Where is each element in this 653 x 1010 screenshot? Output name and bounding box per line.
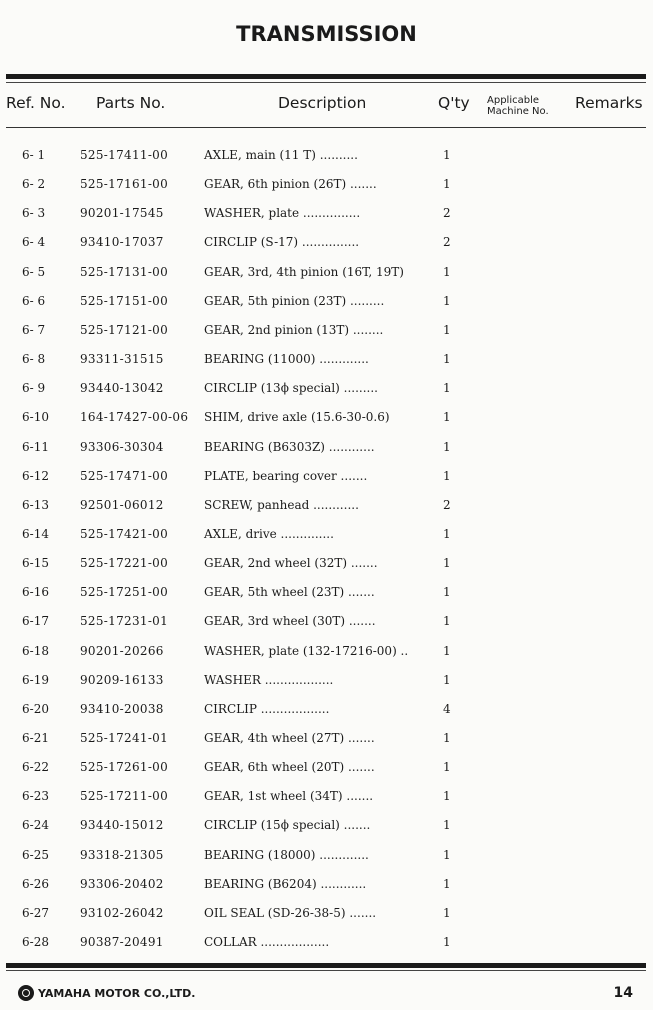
ref-no-cell: 6-19 [22, 672, 49, 687]
description-cell: GEAR, 6th pinion (26T) ....... [204, 177, 377, 192]
parts-no-cell: 525-17231-01 [80, 614, 169, 629]
parts-no-cell: 525-17241-01 [80, 731, 169, 745]
qty-cell: 1 [443, 293, 451, 308]
ref-no-cell: 6-27 [22, 905, 49, 920]
parts-no-cell: 92501-06012 [80, 497, 164, 512]
parts-no-cell: 93410-17037 [80, 235, 164, 250]
top-rule-thin [6, 82, 646, 83]
description-cell: CIRCLIP (13ϕ special) ......... [204, 381, 378, 396]
table-row [0, 848, 653, 868]
description-cell: CIRCLIP .................. [204, 701, 330, 716]
qty-cell: 1 [443, 935, 451, 950]
parts-no-cell: 93306-20402 [80, 876, 164, 891]
description-cell: GEAR, 6th wheel (20T) ....... [204, 760, 375, 775]
description-cell: AXLE, drive .............. [204, 526, 334, 541]
table-row [0, 352, 653, 372]
description-cell: GEAR, 1st wheel (34T) ....... [204, 789, 374, 804]
parts-no-cell: 525-17121-00 [80, 322, 169, 337]
table-row [0, 702, 653, 722]
ref-no-cell: 6-28 [22, 935, 49, 950]
description-cell: WASHER .................. [204, 672, 334, 687]
ref-no-cell: 6-17 [22, 614, 49, 629]
table-row [0, 440, 653, 460]
description-cell: CIRCLIP (15ϕ special) ....... [204, 818, 371, 833]
table-row [0, 177, 653, 197]
qty-cell: 1 [443, 322, 451, 337]
qty-cell: 2 [443, 206, 451, 221]
parts-no-cell: 525-17211-00 [80, 789, 169, 804]
qty-cell: 1 [443, 177, 451, 192]
qty-cell: 1 [443, 526, 451, 541]
qty-cell: 1 [443, 847, 451, 862]
parts-no-cell: 90209-16133 [80, 672, 164, 687]
table-row [0, 877, 653, 897]
page-title: TRANSMISSION [236, 22, 417, 46]
description-cell: WASHER, plate (132-17216-00) .. [204, 643, 409, 658]
table-row [0, 818, 653, 838]
qty-cell: 1 [443, 439, 451, 454]
ref-no-cell: 6- 5 [22, 264, 46, 279]
qty-cell: 1 [443, 789, 451, 804]
table-row [0, 585, 653, 605]
ref-no-cell: 6-13 [22, 497, 49, 512]
parts-no-cell: 90201-17545 [80, 206, 164, 221]
header-parts-no: Parts No. [96, 94, 166, 112]
description-cell: BEARING (18000) ............. [204, 847, 369, 862]
qty-cell: 1 [443, 905, 451, 920]
parts-no-cell: 164-17427-00-06 [80, 410, 189, 425]
header-applicable-line1: Applicable [487, 95, 539, 106]
header-qty: Q'ty [438, 94, 470, 112]
qty-cell: 1 [443, 818, 451, 833]
parts-no-cell: 90387-20491 [80, 935, 164, 950]
ref-no-cell: 6-18 [22, 643, 49, 658]
qty-cell: 1 [443, 148, 451, 162]
description-cell: GEAR, 3rd, 4th pinion (16T, 19T) [204, 264, 404, 279]
description-cell: GEAR, 5th wheel (23T) ....... [204, 585, 375, 600]
qty-cell: 1 [443, 672, 451, 687]
table-row [0, 206, 653, 226]
ref-no-cell: 6- 3 [22, 206, 46, 221]
qty-cell: 1 [443, 410, 451, 425]
qty-cell: 1 [443, 760, 451, 775]
header-rule [6, 127, 646, 128]
description-cell: BEARING (B6204) ............ [204, 876, 367, 891]
parts-no-cell: 93318-21305 [80, 847, 164, 862]
table-row [0, 148, 653, 168]
parts-no-cell: 525-17151-00 [80, 293, 169, 308]
ref-no-cell: 6-12 [22, 468, 49, 483]
table-row [0, 614, 653, 634]
description-cell: PLATE, bearing cover ....... [204, 468, 368, 483]
parts-no-cell: 93440-15012 [80, 818, 164, 833]
ref-no-cell: 6-23 [22, 789, 49, 804]
table-row [0, 673, 653, 693]
description-cell: GEAR, 5th pinion (23T) ......... [204, 293, 385, 308]
qty-cell: 1 [443, 585, 451, 600]
qty-cell: 1 [443, 468, 451, 483]
ref-no-cell: 6-21 [22, 731, 49, 745]
parts-no-cell: 93410-20038 [80, 701, 164, 716]
table-row [0, 760, 653, 780]
bottom-rule-thin [6, 970, 646, 971]
description-cell: COLLAR .................. [204, 935, 330, 950]
table-row [0, 381, 653, 401]
table-row [0, 644, 653, 664]
qty-cell: 2 [443, 497, 451, 512]
parts-no-cell: 525-17471-00 [80, 468, 169, 483]
ref-no-cell: 6-15 [22, 556, 49, 571]
ref-no-cell: 6- 1 [22, 148, 46, 162]
table-row [0, 235, 653, 255]
description-cell: SHIM, drive axle (15.6-30-0.6) [204, 410, 390, 425]
header-description: Description [278, 94, 367, 112]
ref-no-cell: 6-14 [22, 526, 49, 541]
qty-cell: 4 [443, 701, 451, 716]
qty-cell: 1 [443, 381, 451, 396]
qty-cell: 1 [443, 731, 451, 745]
table-row [0, 556, 653, 576]
ref-no-cell: 6- 9 [22, 381, 46, 396]
yamaha-logo-icon [18, 985, 34, 1001]
parts-no-cell: 525-17421-00 [80, 526, 169, 541]
qty-cell: 1 [443, 643, 451, 658]
description-cell: CIRCLIP (S-17) ............... [204, 235, 360, 250]
description-cell: GEAR, 3rd wheel (30T) ....... [204, 614, 376, 629]
parts-no-cell: 93306-30304 [80, 439, 164, 454]
description-cell: WASHER, plate ............... [204, 206, 361, 221]
qty-cell: 1 [443, 556, 451, 571]
ref-no-cell: 6- 7 [22, 322, 46, 337]
page-number: 14 [613, 985, 633, 1001]
parts-no-cell: 525-17411-00 [80, 148, 169, 162]
parts-no-cell: 525-17131-00 [80, 264, 169, 279]
footer-company: YAMAHA MOTOR CO.,LTD. [38, 987, 196, 1000]
parts-no-cell: 93102-26042 [80, 905, 164, 920]
parts-no-cell: 93311-31515 [80, 352, 164, 367]
top-rule [6, 74, 646, 79]
description-cell: AXLE, main (11 T) .......... [204, 148, 358, 162]
ref-no-cell: 6-24 [22, 818, 49, 833]
qty-cell: 2 [443, 235, 451, 250]
ref-no-cell: 6- 4 [22, 235, 46, 250]
header-remarks: Remarks [575, 94, 643, 112]
description-cell: BEARING (11000) ............. [204, 352, 369, 367]
table-row [0, 906, 653, 926]
qty-cell: 1 [443, 876, 451, 891]
table-row [0, 527, 653, 547]
table-row [0, 789, 653, 809]
parts-no-cell: 525-17221-00 [80, 556, 169, 571]
ref-no-cell: 6-10 [22, 410, 49, 425]
table-row [0, 469, 653, 489]
description-cell: OIL SEAL (SD-26-38-5) ....... [204, 905, 377, 920]
ref-no-cell: 6- 6 [22, 293, 46, 308]
ref-no-cell: 6-16 [22, 585, 49, 600]
ref-no-cell: 6-26 [22, 876, 49, 891]
parts-no-cell: 525-17161-00 [80, 177, 169, 192]
description-cell: SCREW, panhead ............ [204, 497, 359, 512]
parts-no-cell: 525-17261-00 [80, 760, 169, 775]
parts-no-cell: 90201-20266 [80, 643, 164, 658]
description-cell: GEAR, 2nd pinion (13T) ........ [204, 322, 384, 337]
parts-no-cell: 525-17251-00 [80, 585, 169, 600]
qty-cell: 1 [443, 264, 451, 279]
table-row [0, 731, 653, 751]
ref-no-cell: 6- 2 [22, 177, 46, 192]
qty-cell: 1 [443, 352, 451, 367]
ref-no-cell: 6-20 [22, 701, 49, 716]
table-row [0, 498, 653, 518]
ref-no-cell: 6-25 [22, 847, 49, 862]
table-row [0, 410, 653, 430]
qty-cell: 1 [443, 614, 451, 629]
header-applicable-line2: Machine No. [487, 106, 549, 117]
description-cell: BEARING (B6303Z) ............ [204, 439, 375, 454]
parts-no-cell: 93440-13042 [80, 381, 164, 396]
description-cell: GEAR, 2nd wheel (32T) ....... [204, 556, 378, 571]
ref-no-cell: 6- 8 [22, 352, 46, 367]
table-row [0, 323, 653, 343]
table-row [0, 935, 653, 955]
table-row [0, 265, 653, 285]
ref-no-cell: 6-11 [22, 439, 49, 454]
header-applicable [487, 95, 549, 117]
ref-no-cell: 6-22 [22, 760, 49, 775]
header-ref-no: Ref. No. [6, 94, 66, 112]
bottom-rule [6, 963, 646, 968]
description-cell: GEAR, 4th wheel (27T) ....... [204, 731, 375, 745]
table-row [0, 294, 653, 314]
